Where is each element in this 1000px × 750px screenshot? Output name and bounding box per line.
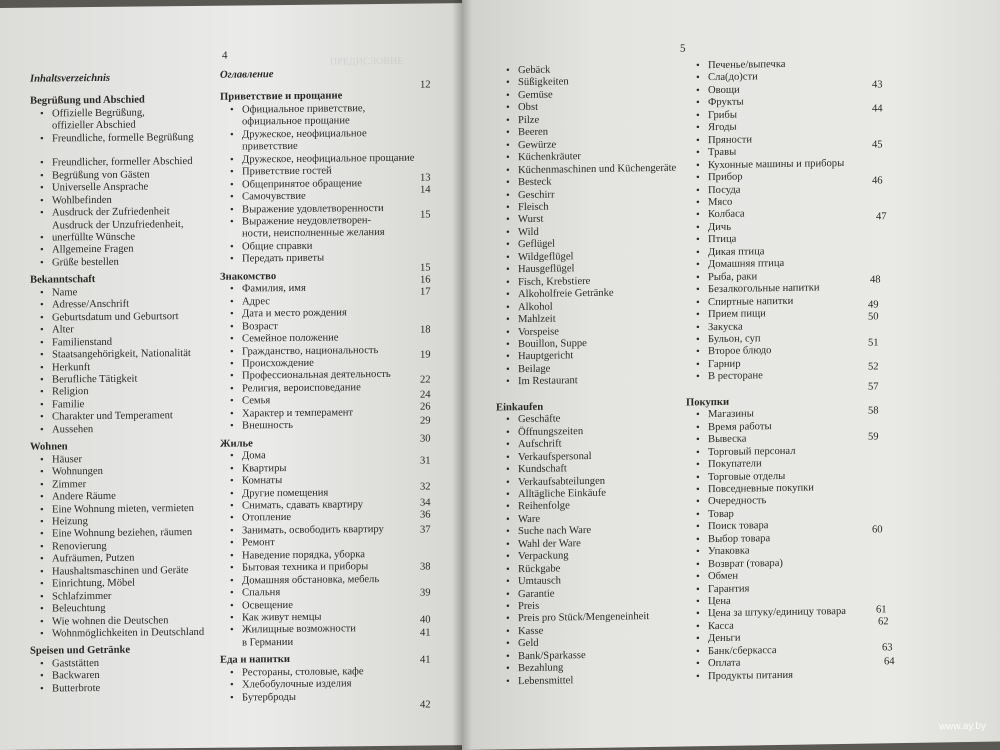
toc-entry: • Мясо	[686, 194, 906, 210]
section-heading: Еда и напитки	[220, 654, 291, 667]
toc-entry: • Gebäck	[496, 62, 686, 77]
toc-entry: • Wahl der Ware	[496, 536, 686, 551]
toc-entry: • Оплата	[686, 655, 906, 671]
toc-entry: • Снимать, сдавать квартиру	[220, 499, 420, 514]
toc-entry: • Kundschaft	[496, 462, 686, 477]
toc-entry: • Бытовая техника и приборы	[220, 561, 420, 576]
toc-entry: • Ремонт	[220, 536, 420, 551]
section-heading: Покупки	[686, 396, 730, 409]
toc-entry: • Вывеска	[686, 431, 906, 447]
toc-entry: • Eine Wohnung beziehen, räumen	[30, 527, 220, 541]
toc-entry: • Бутерброды	[220, 690, 420, 705]
toc-entry: • Торговый персонал	[686, 444, 906, 460]
toc-entry: • Занимать, освободить квартиру	[220, 523, 420, 538]
toc-entry: • Wohnungen	[30, 465, 220, 479]
toc-entry: • Einrichtung, Möbel	[30, 577, 220, 591]
toc-entry: • Obst	[496, 100, 686, 115]
toc-entry: • Alkoholfreie Getränke	[496, 287, 686, 302]
page-ref: 52	[868, 361, 879, 373]
toc-entry: • Ягоды	[686, 119, 906, 135]
toc-entry: • Im Restaurant	[496, 374, 686, 389]
toc-entry: • Жилищные возможности	[220, 623, 420, 638]
toc-entry: • Grüße bestellen	[30, 256, 220, 270]
toc-entry: • Сла(до)сти	[686, 69, 906, 85]
page-ref: 34	[420, 497, 431, 509]
toc-entry: • Отопление	[220, 511, 420, 526]
toc-entry: • Безалкогольные напитки	[686, 281, 906, 297]
toc-entry: • Возраст	[220, 319, 420, 334]
toc-entry: • Адрес	[220, 294, 420, 309]
toc-entry: • Обмен	[686, 568, 906, 584]
section-heading: Begrüßung und Abschied	[30, 94, 145, 108]
toc-entry: • Alkohol	[496, 299, 686, 314]
toc-entry: приветствие	[242, 141, 298, 153]
book-spine	[452, 0, 472, 750]
toc-entry: • Профессиональная деятельность	[220, 369, 420, 384]
toc-entry: • Fisch, Krebstiere	[496, 274, 686, 289]
page-ref: 32	[420, 481, 431, 493]
toc-entry: • Характер и темперамент	[220, 406, 420, 421]
page-ref: 57	[868, 381, 879, 393]
toc-entry: ности, неисполненные желания	[242, 227, 385, 240]
toc-entry: • Прием пищи	[686, 306, 906, 322]
toc-entry: • unerfüllte Wünsche	[30, 231, 220, 245]
page-ref: 51	[868, 337, 879, 349]
page-ref: 30	[420, 433, 431, 445]
toc-entry: • Рестораны, столовые, кафе	[220, 665, 420, 680]
toc-entry: • Familie	[30, 398, 220, 412]
toc-entry: • Hauptgericht	[496, 349, 686, 364]
section-heading: Wohnen	[30, 441, 68, 453]
toc-entry: • Wurst	[496, 212, 686, 227]
toc-entry: • Внешность	[220, 419, 420, 434]
toc-entry: • Wohlbefinden	[30, 193, 220, 207]
toc-entry: • Поиск товара	[686, 518, 906, 534]
toc-entry: • Berufliche Tätigkeit	[30, 373, 220, 387]
toc-entry: • Bouillon, Suppe	[496, 336, 686, 351]
toc-entry: • Колбаса	[686, 206, 906, 222]
page-ref: 45	[872, 139, 883, 151]
toc-entry: • Renovierung	[30, 540, 220, 554]
toc-entry: • Rückgabe	[496, 561, 686, 576]
toc-entry: • Выражение удовлетворенности	[220, 202, 420, 217]
toc-entry: • Фрукты	[686, 94, 906, 110]
page-ref: 60	[872, 524, 883, 536]
toc-entry: • Пряности	[686, 132, 906, 148]
toc-entry: • Häuser	[30, 452, 220, 466]
page-ref: 13	[420, 172, 431, 184]
page-ref: 31	[420, 455, 431, 467]
toc-entry: • Птица	[686, 231, 906, 247]
page-ref: 18	[420, 324, 431, 336]
toc-entry: • Цена	[686, 593, 906, 609]
toc-entry: • Aufräumen, Putzen	[30, 552, 220, 566]
toc-entry: • Geschäfte	[496, 412, 686, 427]
toc-entry: • Товар	[686, 506, 906, 522]
german-toc-title: Inhaltsverzeichnis	[30, 72, 111, 85]
toc-entry: • Offizielle Begrüßung,	[30, 107, 220, 121]
toc-entry: • Freundlicher, formeller Abschied	[30, 156, 220, 170]
toc-entry: • Дичь	[686, 219, 906, 235]
toc-entry: • Gemüse	[496, 87, 686, 102]
toc-entry: • Schlafzimmer	[30, 589, 220, 603]
toc-entry: • Fleisch	[496, 199, 686, 214]
toc-entry: • Домашняя обстановка, мебель	[220, 573, 420, 588]
page-ref: 12	[420, 79, 431, 91]
toc-entry: • Цена за штуку/единицу товара	[686, 606, 906, 622]
page-ref: 24	[420, 389, 431, 401]
toc-entry: • Выбор товара	[686, 531, 906, 547]
page-ref: 19	[420, 349, 431, 361]
toc-entry: • Комнаты	[220, 474, 420, 489]
toc-entry: • Деньги	[686, 630, 906, 646]
toc-entry: • Beeren	[496, 125, 686, 140]
toc-entry: • Спальня	[220, 586, 420, 601]
section-heading: Жилье	[220, 438, 253, 450]
toc-entry: • Haushaltsmaschinen und Geräte	[30, 564, 220, 578]
toc-entry: • Pilze	[496, 112, 686, 127]
toc-entry: • Alter	[30, 323, 220, 337]
page-ref: 17	[420, 286, 431, 298]
right-page	[462, 0, 1000, 750]
toc-entry: • Andere Räume	[30, 490, 220, 504]
toc-entry: • Освещение	[220, 598, 420, 613]
toc-entry: • Wie wohnen die Deutschen	[30, 614, 220, 628]
toc-entry: • Mahlzeit	[496, 312, 686, 327]
toc-entry: • Религия, вероисповедание	[220, 381, 420, 396]
toc-entry: • Adresse/Anschrift	[30, 298, 220, 312]
toc-entry: • Дружеское, неофициальное	[220, 127, 420, 142]
toc-entry: • Ausdruck der Zufriedenheit	[30, 206, 220, 220]
toc-entry: • Гражданство, национальность	[220, 344, 420, 359]
page-ref: 63	[882, 642, 893, 654]
page-ref: 15	[420, 262, 431, 274]
toc-entry: • Alltägliche Einkäufe	[496, 486, 686, 501]
toc-entry: • Рыба, раки	[686, 269, 906, 285]
toc-entry: • Магазины	[686, 406, 906, 422]
toc-entry: • Закуска	[686, 319, 906, 335]
toc-entry: • Religion	[30, 385, 220, 399]
toc-entry: • Backwaren	[30, 669, 220, 683]
page-ref: 29	[420, 415, 431, 427]
toc-entry: • Geflügel	[496, 237, 686, 252]
toc-entry: • Спиртные напитки	[686, 294, 906, 310]
toc-entry: • Begrüßung von Gästen	[30, 168, 220, 182]
page-ref: 42	[420, 699, 431, 711]
toc-entry: • Повседневные покупки	[686, 481, 906, 497]
page-ref: 22	[420, 374, 431, 386]
toc-entry: • Wohnmöglichkeiten in Deutschland	[30, 627, 220, 641]
watermark: www.ay.by	[938, 720, 986, 733]
page-ref: 61	[876, 604, 887, 616]
toc-entry: • Наведение порядка, уборка	[220, 548, 420, 563]
toc-entry: • Vorspeise	[496, 324, 686, 339]
toc-entry: • Гарнир	[686, 356, 906, 372]
toc-entry: • Приветствие гостей	[220, 165, 420, 180]
toc-entry: • Staatsangehörigkeit, Nationalität	[30, 348, 220, 362]
german-toc-left	[30, 72, 220, 696]
toc-entry: • Другие помещения	[220, 486, 420, 501]
toc-entry: • Официальное приветствие,	[220, 103, 420, 118]
toc-entry: • Aufschrift	[496, 437, 686, 452]
toc-entry: • Очередность	[686, 493, 906, 509]
toc-entry: • Herkunft	[30, 360, 220, 374]
toc-entry: • Suche nach Ware	[496, 524, 686, 539]
toc-entry: • Семья	[220, 394, 420, 409]
toc-entry: • Küchenmaschinen und Küchengeräte	[496, 162, 686, 177]
toc-entry: • Как живут немцы	[220, 611, 420, 626]
page-ref: 16	[420, 274, 431, 286]
page-ref: 15	[420, 209, 431, 221]
toc-entry: • Gaststätten	[30, 657, 220, 671]
page-ref: 40	[420, 614, 431, 626]
page-ref: 36	[420, 509, 431, 521]
page-ref: 44	[872, 103, 883, 115]
toc-entry: • Umtausch	[496, 574, 686, 589]
toc-entry: • Geschirr	[496, 187, 686, 202]
toc-entry: • Beilage	[496, 361, 686, 376]
toc-entry: • Дружеское, неофициальное прощание	[220, 152, 420, 167]
toc-entry: • Familienstand	[30, 335, 220, 349]
toc-entry: • Фамилия, имя	[220, 282, 420, 297]
page-ref: 62	[878, 616, 889, 628]
toc-entry: Ausdruck der Unzufriedenheit,	[52, 218, 184, 231]
page-ref: 37	[420, 524, 431, 536]
page-ref: 14	[420, 184, 431, 196]
toc-entry: • Продукты питания	[686, 668, 906, 684]
toc-entry: • Verkaufspersonal	[496, 449, 686, 464]
page-ref: 39	[420, 587, 431, 599]
toc-entry: • Preis pro Stück/Mengeneinheit	[496, 611, 686, 626]
toc-entry: • Семейное положение	[220, 332, 420, 347]
toc-entry: • Wild	[496, 224, 686, 239]
toc-entry: • Печенье/выпечка	[686, 57, 906, 73]
page-ref: 43	[872, 79, 883, 91]
toc-entry: • Дома	[220, 449, 420, 464]
section-heading: Einkaufen	[496, 401, 544, 414]
left-page	[0, 3, 462, 750]
toc-entry: • Общепринятое обращение	[220, 177, 420, 192]
toc-entry: • Возврат (товара)	[686, 556, 906, 572]
toc-entry: • Zimmer	[30, 477, 220, 491]
toc-entry: • Süßigkeiten	[496, 75, 686, 90]
toc-entry: • Allgemeine Fragen	[30, 243, 220, 257]
toc-entry: • Küchenkräuter	[496, 150, 686, 165]
toc-entry: • Wildgeflügel	[496, 249, 686, 264]
page-ref: 26	[420, 401, 431, 413]
page-ref: 48	[870, 274, 881, 286]
page-ref: 58	[868, 405, 879, 417]
page-ref: 50	[868, 311, 879, 323]
page-ref: 49	[868, 299, 879, 311]
toc-entry: • Verpackung	[496, 549, 686, 564]
toc-entry: • Дата и место рождения	[220, 307, 420, 322]
page-ref: 59	[868, 431, 879, 443]
toc-entry: • Garantie	[496, 586, 686, 601]
toc-entry: • Овощи	[686, 82, 906, 98]
toc-entry: • Выражение неудовлетворен-	[220, 215, 420, 230]
toc-entry: • Preis	[496, 599, 686, 614]
toc-entry: • Öffnungszeiten	[496, 424, 686, 439]
toc-entry: • Бульон, суп	[686, 331, 906, 347]
toc-entry: официальное прощание	[242, 115, 350, 128]
toc-entry: • Universelle Ansprache	[30, 181, 220, 195]
page-ref: 47	[876, 211, 887, 223]
toc-entry: • Кухонные машины и приборы	[686, 157, 906, 173]
toc-entry: • Второе блюдо	[686, 343, 906, 359]
toc-entry: • Kasse	[496, 623, 686, 638]
toc-entry: • Geburtsdatum und Geburtsort	[30, 310, 220, 324]
toc-entry: • Heizung	[30, 515, 220, 529]
toc-entry: • Травы	[686, 144, 906, 160]
toc-entry: • Время работы	[686, 419, 906, 435]
toc-entry: • Bank/Sparkasse	[496, 648, 686, 663]
page-ref: 41	[420, 654, 431, 666]
toc-entry: • Касса	[686, 618, 906, 634]
toc-entry: • Упаковка	[686, 543, 906, 559]
toc-entry: offizieller Abschied	[52, 119, 136, 132]
toc-entry: • Посуда	[686, 182, 906, 198]
toc-entry: в Германии	[242, 636, 294, 649]
section-heading: Приветствие и прощание	[220, 90, 343, 104]
page-ref: 41	[420, 627, 431, 639]
section-heading: Знакомство	[220, 270, 277, 283]
toc-entry: • Самочувствие	[220, 190, 420, 205]
toc-entry: • Freundliche, formelle Begrüßung	[30, 132, 220, 146]
toc-entry: • Ware	[496, 511, 686, 526]
page-ref: 46	[872, 175, 883, 187]
toc-entry: • Verkaufsabteilungen	[496, 474, 686, 489]
toc-entry: • В ресторане	[686, 368, 906, 384]
toc-entry: • Общие справки	[220, 239, 420, 254]
toc-entry: • Прибор	[686, 169, 906, 185]
toc-entry: • Домашняя птица	[686, 256, 906, 272]
toc-entry: • Name	[30, 285, 220, 299]
toc-entry: • Квартиры	[220, 461, 420, 476]
bleed-through-text: ПРЕДИСЛОВИЕ	[330, 55, 404, 68]
russian-toc-title: Оглавление	[220, 69, 274, 81]
russian-toc-left	[220, 68, 420, 705]
german-toc-right	[496, 62, 686, 688]
page-number-right: 5	[680, 42, 686, 55]
toc-entry: • Дикая птица	[686, 244, 906, 260]
toc-entry: • Reihenfolge	[496, 499, 686, 514]
toc-entry: • Charakter und Temperament	[30, 410, 220, 424]
toc-entry: • Hausgeflügel	[496, 262, 686, 277]
toc-entry: • Geld	[496, 636, 686, 651]
toc-entry: • Происхождение	[220, 357, 420, 372]
toc-entry: • Aussehen	[30, 422, 220, 436]
page-ref: 38	[420, 561, 431, 573]
toc-entry: • Покупатели	[686, 456, 906, 472]
toc-entry: • Beleuchtung	[30, 602, 220, 616]
toc-entry: • Хлебобулочные изделия	[220, 678, 420, 693]
toc-entry: • Bezahlung	[496, 661, 686, 676]
toc-entry: • Грибы	[686, 107, 906, 123]
toc-entry: • Eine Wohnung mieten, vermieten	[30, 502, 220, 516]
toc-entry: • Гарантия	[686, 581, 906, 597]
toc-entry: • Торговые отделы	[686, 469, 906, 485]
toc-entry: • Lebensmittel	[496, 673, 686, 688]
toc-entry: • Gewürze	[496, 137, 686, 152]
section-heading: Speisen und Getränke	[30, 645, 131, 658]
page-number-left: 4	[222, 49, 228, 62]
toc-entry: • Передать приветы	[220, 252, 420, 267]
section-heading: Bekanntschaft	[30, 274, 96, 287]
toc-entry: • Besteck	[496, 175, 686, 190]
page-ref: 64	[884, 656, 895, 668]
toc-entry: • Банк/сберкасса	[686, 643, 906, 659]
toc-entry: • Butterbrote	[30, 682, 220, 696]
